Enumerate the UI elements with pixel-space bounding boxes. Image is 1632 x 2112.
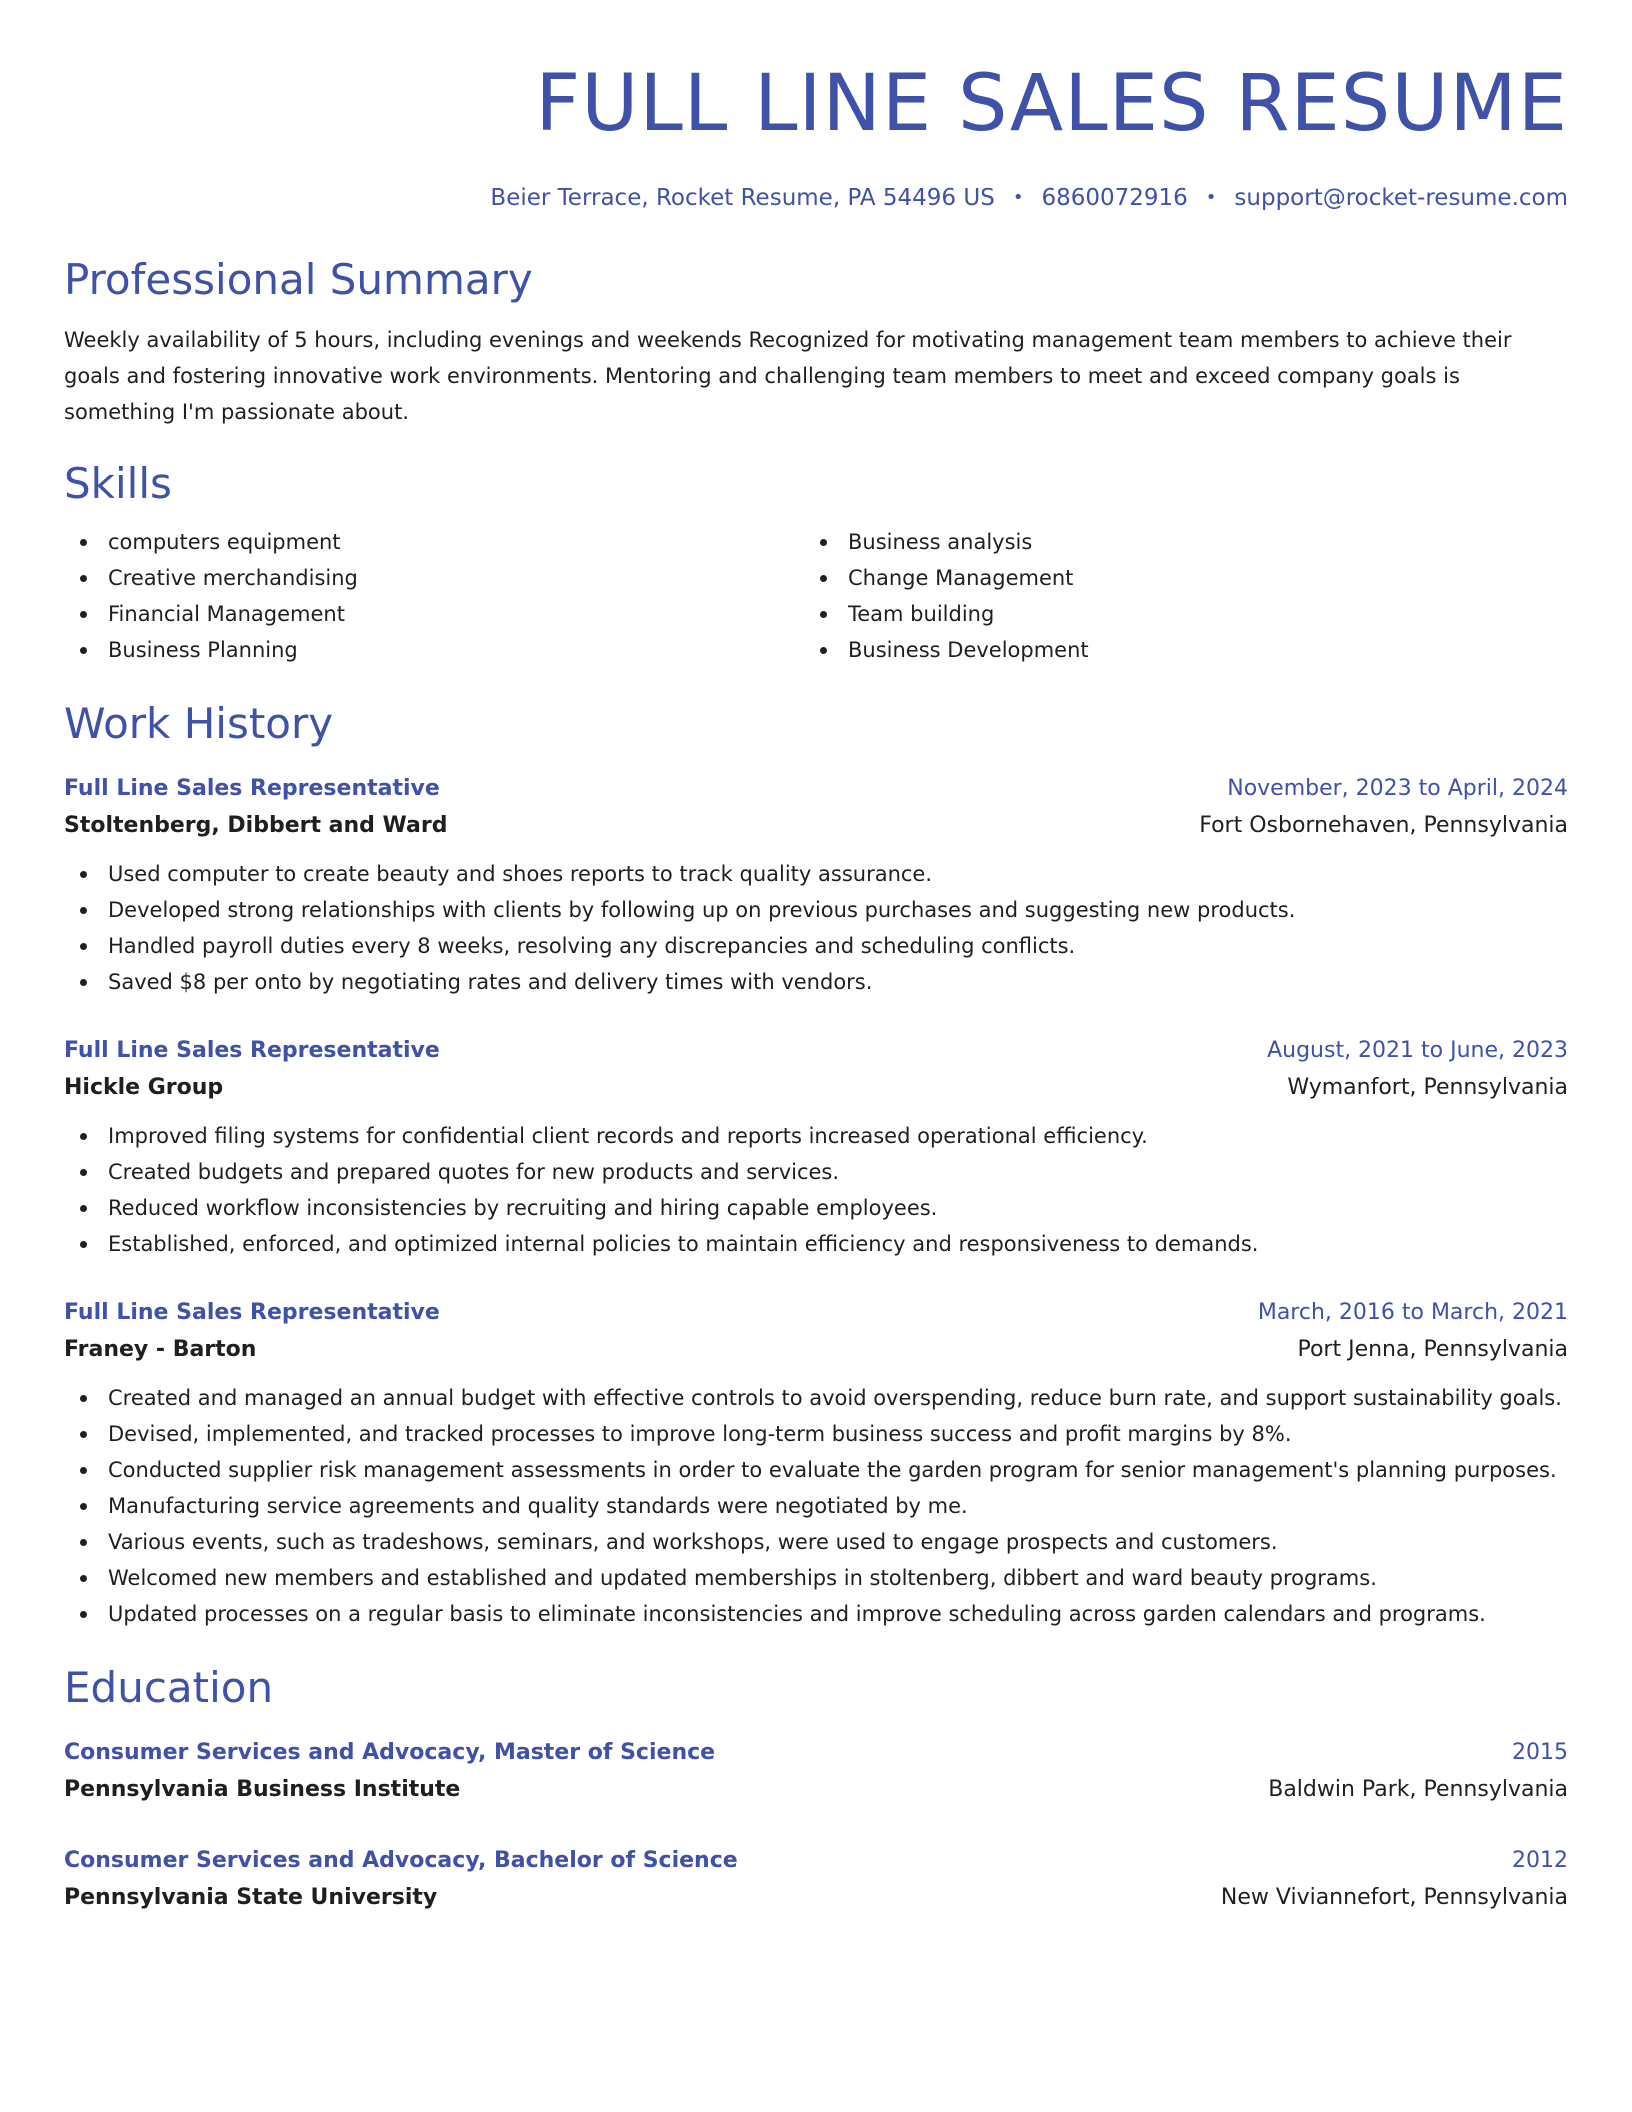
education-degree: Consumer Services and Advocacy, Master of Science [64,1740,716,1765]
job-bullets [64,1118,1568,1262]
education-school-row [64,1770,1568,1810]
education-entry [64,1844,1568,1918]
job-dates: March, 2016 to March, 2021 [1257,1300,1568,1325]
job-company-row [64,806,1568,846]
job-header-row [64,1296,1568,1330]
job-company: Franey - Barton [64,1337,257,1362]
skills-heading: Skills [64,459,172,508]
summary-text: Weekly availability of 5 hours, including evenings and weekends Recognized for motivating management team members to achieve their goals and fostering innovative work environments. Mentoring and challenging team members to meet and exceed company goals is something I'm passionate about. [64,328,1512,424]
job-entry [64,1034,1568,1262]
contact-separator: • [1012,187,1024,208]
job-dates: November, 2023 to April, 2024 [1227,776,1568,801]
job-bullet: Used computer to create beauty and shoes reports to track quality assurance. [64,856,1568,892]
education-school-row [64,1878,1568,1918]
job-bullet: Created budgets and prepared quotes for new products and services. [64,1154,1568,1190]
job-company-row [64,1330,1568,1370]
contact-email: support@rocket-resume.com [1234,185,1568,211]
skills-list [64,524,1568,668]
job-header-row [64,1034,1568,1068]
job-bullet: Manufacturing service agreements and quality standards were negotiated by me. [64,1488,1568,1524]
job-header-row [64,772,1568,806]
education-header-row [64,1844,1568,1878]
education-year: 2012 [1512,1848,1568,1873]
skill-item: Business analysis [804,524,1544,560]
job-company-row [64,1068,1568,1108]
job-location: Wymanfort, Pennsylvania [1287,1075,1568,1100]
skills-column-right [804,524,1544,668]
education-year: 2015 [1512,1740,1568,1765]
job-location: Port Jenna, Pennsylvania [1297,1337,1568,1362]
job-role: Full Line Sales Representative [64,1300,440,1325]
contact-separator: • [1205,187,1217,208]
job-bullet: Established, enforced, and optimized internal policies to maintain efficiency and responsiveness to demands. [64,1226,1568,1262]
contact-line [64,182,1568,214]
resume-header [64,56,1568,214]
job-location: Fort Osbornehaven, Pennsylvania [1199,813,1568,838]
education-header-row [64,1736,1568,1770]
job-role: Full Line Sales Representative [64,1038,440,1063]
job-bullets [64,856,1568,1000]
skill-item: Change Management [804,560,1544,596]
skills-column-left [64,524,804,668]
job-bullet: Handled payroll duties every 8 weeks, resolving any discrepancies and scheduling conflicts. [64,928,1568,964]
education-degree: Consumer Services and Advocacy, Bachelor of Science [64,1848,738,1873]
job-entry [64,1296,1568,1632]
job-bullet: Welcomed new members and established and updated memberships in stoltenberg, dibbert and ward beauty programs. [64,1560,1568,1596]
resume-title: FULL LINE SALES RESUME [535,59,1568,149]
job-bullet: Various events, such as tradeshows, seminars, and workshops, were used to engage prospects and customers. [64,1524,1568,1560]
skill-item: Business Planning [64,632,804,668]
skill-item: Creative merchandising [64,560,804,596]
job-bullet: Reduced workflow inconsistencies by recruiting and hiring capable employees. [64,1190,1568,1226]
job-role: Full Line Sales Representative [64,776,440,801]
job-bullet: Saved $8 per onto by negotiating rates and delivery times with vendors. [64,964,1568,1000]
job-bullet: Improved filing systems for confidential client records and reports increased operational efficiency. [64,1118,1568,1154]
job-bullet: Created and managed an annual budget with effective controls to avoid overspending, reduce burn rate, and support sustainability goals. [64,1380,1568,1416]
education-location: Baldwin Park, Pennsylvania [1268,1777,1568,1802]
contact-phone: 6860072916 [1041,185,1188,211]
education-school: Pennsylvania State University [64,1885,438,1910]
job-company: Hickle Group [64,1075,224,1100]
job-bullet: Updated processes on a regular basis to eliminate inconsistencies and improve scheduling across garden calendars and programs. [64,1596,1568,1632]
job-dates: August, 2021 to June, 2023 [1267,1038,1568,1063]
summary-heading: Professional Summary [64,255,533,304]
education-location: New Viviannefort, Pennsylvania [1220,1885,1568,1910]
job-bullets [64,1380,1568,1632]
job-entry [64,772,1568,1000]
education-entry [64,1736,1568,1810]
skill-item: Business Development [804,632,1544,668]
contact-address: Beier Terrace, Rocket Resume, PA 54496 US [490,185,995,211]
education-school: Pennsylvania Business Institute [64,1777,461,1802]
skill-item: computers equipment [64,524,804,560]
skill-item: Financial Management [64,596,804,632]
education-heading: Education [64,1663,274,1712]
skill-item: Team building [804,596,1544,632]
job-bullet: Devised, implemented, and tracked processes to improve long-term business success and profit margins by 8%. [64,1416,1568,1452]
job-bullet: Developed strong relationships with clients by following up on previous purchases and suggesting new products. [64,892,1568,928]
work-history-heading: Work History [64,699,334,748]
job-bullet: Conducted supplier risk management assessments in order to evaluate the garden program for senior management's planning purposes. [64,1452,1568,1488]
job-company: Stoltenberg, Dibbert and Ward [64,813,448,838]
